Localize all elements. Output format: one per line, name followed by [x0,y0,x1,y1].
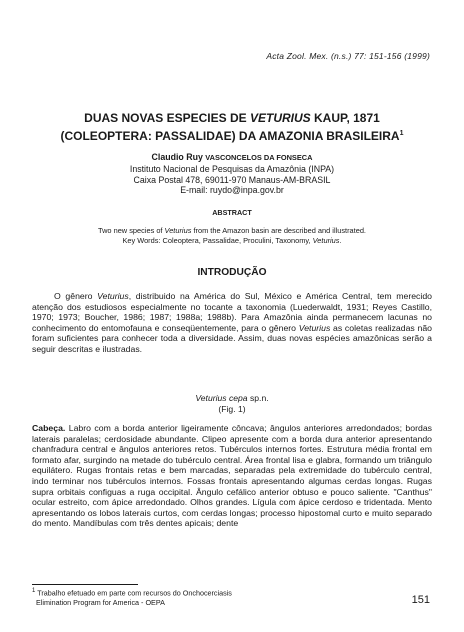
species-status: sp.n. [247,393,269,403]
author-block [0,152,464,196]
title-line-2: (COLEOPTERA: PASSALIDAE) DA AMAZONIA BRASILEIRA$^1$ [60,129,404,143]
introduction-heading: INTRODUÇÃO [197,267,267,278]
title-line-1: DUAS NOVAS ESPECIES DE VETURIUS KAUP, 1871 [84,111,380,125]
footnote: $^1$ Trabalho efetuado em parte com recursos do Onchocerciasis Elimination Program for America - OEPA [32,588,232,607]
species-figure-ref: (Fig. 1) [218,403,246,414]
species-name: Veturius cepa [195,393,248,403]
author-address: Caixa Postal 478, 69011-970 Manaus-AM-BRASIL [133,174,331,185]
species-heading [0,393,464,414]
abstract-keywords: Key Words: Coleoptera, Passalidae, Proculini, Taxonomy, Veturius. [122,236,342,245]
article-title [0,111,464,144]
title-footnote-mark: 1 [399,130,404,137]
title-genus: VETURIUS [249,111,311,125]
abstract-heading: ABSTRACT [212,208,252,217]
page-number: 151 [411,594,430,606]
introduction-paragraph: O gênero Veturius, distribuido na América do Sul, México e América Central, tem merecido atenção dos estudiosos especialmente no tocante a taxonomia (Luederwaldt, 1931; Reyes Castillo, 1970; 1973; Boucher, 1986; 1987; 1988a; 1988b). Para Amazônia ainda permanecem lacunas no conhecimento do entomofauna e conseqüentemente, para o gênero Veturius as coletas realizadas não foram suficientes para conhecer toda a diversidade. Assim, duas novas espécies amazônicas serão a seguir descritas e ilustradas. [32,291,432,354]
description-paragraph: Cabeça. Labro com a borda anterior ligeiramente côncava; ângulos anteriores arredondados; bordas laterais paralelas; cerdosidade abundante. Clipeo apresente com a borda dura anterior apresentando chanfradura central e ângulos anteriores retos. Tubérculos internos fortes. Estrutura média frontal em formato afar, surgindo na metade do tubérculo central. Área frontal lisa e glabra, formando um triângulo equilátero. Rugas frontais retas e bem marcadas, separadas pela extremidade do tubérculo central, indo terminar nos tubérculos internos. Fossas frontais apresentando algumas cerdas longas. Rugas supra orbitais configuas a ruga occipital. Ângulo cefálico anterior obtuso e pouco saliente. "Canthus" ocular estreito, com ápice arredondado. Olhos grandes. Lígula com ápice cerdoso e tridentada. Mento apresentando os lobos laterais curtos, com cerdas longas; processo hipostomal curto e muito separado do mento. Mandíbulas com três dentes apicais; dente [32,423,432,529]
abstract-line-1: Two new species of Veturius from the Amazon basin are described and illustrated. [97,226,366,235]
abstract-text [40,226,424,246]
footnote-divider [32,584,138,585]
author-affiliation: Instituto Nacional de Pesquisas da Amazônia (INPA) [129,163,335,174]
footnote-mark: 1 [32,588,36,594]
description-lead: Cabeça. [32,423,66,433]
journal-reference: Acta Zool. Mex. (n.s.) 77: 151-156 (1999) [266,51,430,61]
author-email: E-mail: ruydo@inpa.gov.br [180,185,284,196]
author-name: Claudio Ruy VASCONCELOS DA FONSECA [151,152,313,162]
